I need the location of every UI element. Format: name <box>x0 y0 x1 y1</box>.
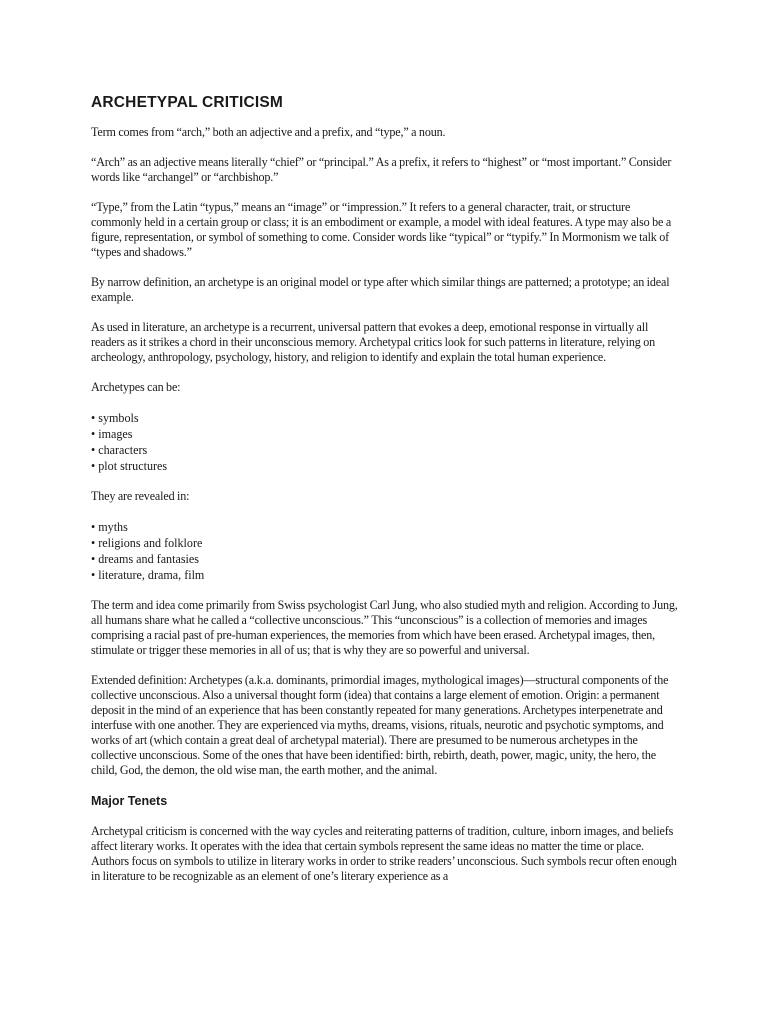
archetypes-intro: Archetypes can be: <box>91 380 181 394</box>
list-item: • literature, drama, film <box>91 568 205 582</box>
paragraph-jung: The term and idea come primarily from Swiss psychologist Carl Jung, who also studied myth and religion. According to Jung, all humans share what he called a “collective unconscious.” This “unconscious” is a collection of memories and images comprising a racial past of pre-human experiences, the memories from which have been erased. Archetypal images, then, stimulate or trigger these memories in all of us; that is why they are so powerful and universal. <box>91 598 678 657</box>
paragraph-literature-usage: As used in literature, an archetype is a recurrent, universal pattern that evokes a deep, emotional response in virtually all readers as it strikes a chord in their unconscious memory. Archetypal critics look for such patterns in literature, relying on archeology, anthropology, psychology, history, and religion to identify and explain the total human experience. <box>91 320 656 364</box>
archetypes-list <box>91 410 678 474</box>
list-item: • dreams and fantasies <box>91 552 199 566</box>
bullet-icon: • <box>91 568 96 582</box>
paragraph-term-origin: Term comes from “arch,” both an adjective and a prefix, and “type,” a noun. <box>91 125 446 139</box>
section-heading: Major Tenets <box>91 794 168 808</box>
list-item: • myths <box>91 520 128 534</box>
bullet-icon: • <box>91 552 96 566</box>
list-item: • plot structures <box>91 459 168 473</box>
bullet-icon: • <box>91 427 96 441</box>
paragraph-extended-definition: Extended definition: Archetypes (a.k.a. dominants, primordial images, mythological images)—structural components of the collective unconscious. Also a universal thought form (idea) that contains a large element of emotion. Origin: a permanent deposit in the mind of an experience that has been constantly repeated for many generations. Archetypes interpenetrate and interfuse with one another. They are experienced via myths, dreams, visions, rituals, neurotic and psychotic symptoms, and works of art (which contain a great deal of archetypal material). There are presumed to be numerous archetypes in the collective unconscious. Some of the ones that have been identified: birth, rebirth, death, power, magic, unity, the hero, the child, God, the demon, the old wise man, the earth mother, and the animal. <box>91 673 669 777</box>
list-item: • characters <box>91 443 148 457</box>
bullet-icon: • <box>91 443 96 457</box>
revealed-list <box>91 519 678 583</box>
list-item: • images <box>91 427 133 441</box>
paragraph-major-tenets: Archetypal criticism is concerned with the way cycles and reiterating patterns of tradition, culture, inborn images, and beliefs affect literary works. It operates with the idea that certain symbols represent the same ideas no matter the time or place. Authors focus on symbols to utilize in literary works in order to strike readers’ unconscious. Such symbols recur often enough in literature to be recognizable as an element of one’s literary experience as a <box>91 824 677 883</box>
bullet-icon: • <box>91 459 96 473</box>
paragraph-narrow-definition: By narrow definition, an archetype is an original model or type after which similar things are patterned; a prototype; an ideal example. <box>91 275 670 304</box>
list-item: • symbols <box>91 411 139 425</box>
paragraph-type-definition: “Type,” from the Latin “typus,” means an “image” or “impression.” It refers to a general character, trait, or structure commonly held in a certain group or class; it is an embodiment or example, a model with ideal features. A type may also be a figure, representation, or symbol of something to come. Consider words like “typical” or “typify.” In Mormonism we talk of “types and shadows.” <box>91 200 672 259</box>
list-item: • religions and folklore <box>91 536 203 550</box>
paragraph-arch-definition: “Arch” as an adjective means literally “chief” or “principal.” As a prefix, it refers to “highest” or “most important.” Consider words like “archangel” or “archbishop.” <box>91 155 672 184</box>
revealed-intro: They are revealed in: <box>91 489 190 503</box>
page-title: ARCHETYPAL CRITICISM <box>91 94 284 111</box>
bullet-icon: • <box>91 536 96 550</box>
bullet-icon: • <box>91 520 96 534</box>
bullet-icon: • <box>91 411 96 425</box>
